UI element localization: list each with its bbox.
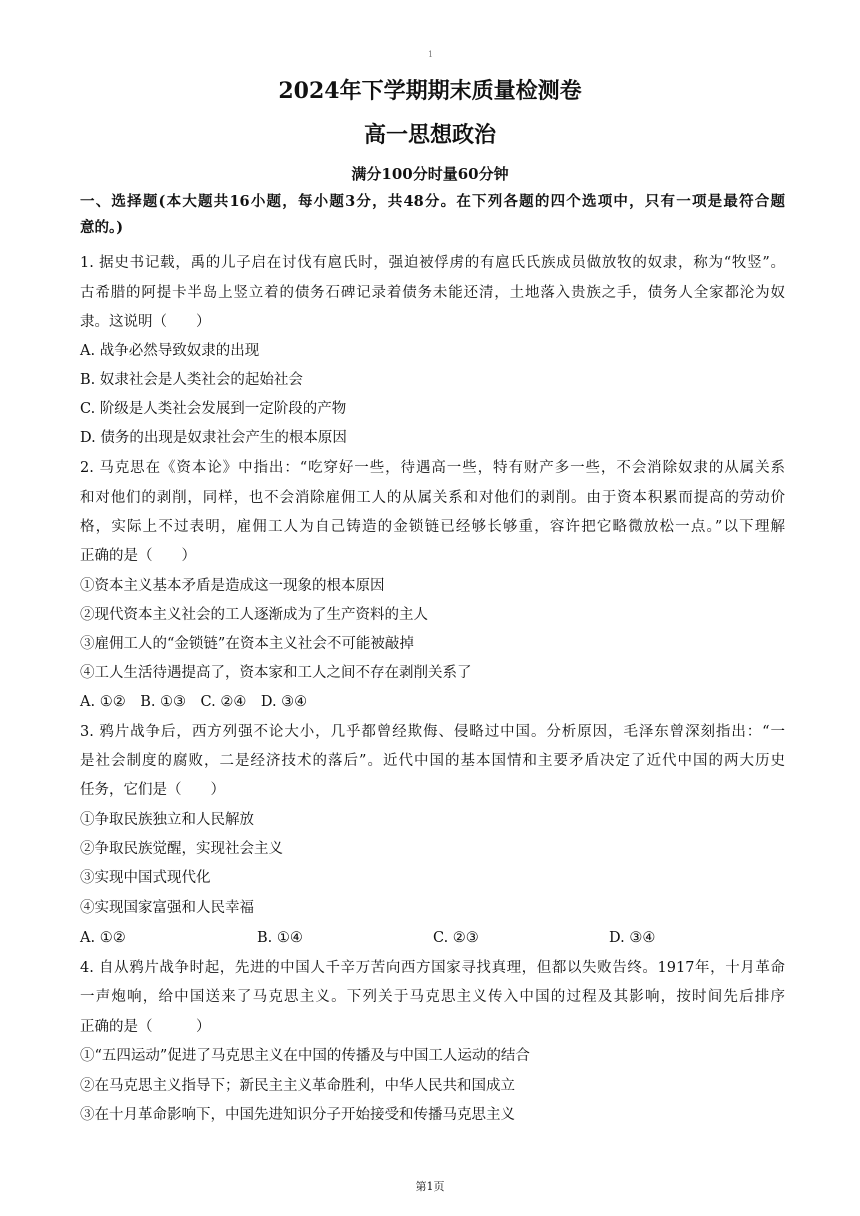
exam-title: 2024年下学期期末质量检测卷 [278,78,582,104]
q3-line-1: 3. 鸦片战争后，西方列强不论大小，几乎都曾经欺侮、侵略过中国。分析原因，毛泽东曾深刻指出：“一 [80,724,785,740]
q2-statement-4: ④工人生活待遇提高了，资本家和工人之间不存在剥削关系了 [80,665,472,681]
q4-line-3: 正确的是（ ） [80,1019,211,1035]
section-heading-line-2: 意的。) [80,219,124,236]
q3-statement-2: ②争取民族觉醒，实现社会主义 [80,841,283,857]
q4-statement-3: ③在十月革命影响下，中国先进知识分子开始接受和传播马克思主义 [80,1107,515,1123]
q3-line-2: 是社会制度的腐败，二是经济技术的落后”。近代中国的基本国情和主要矛盾决定了近代中国的两大历史 [80,753,785,769]
page-number: 第1页 [415,1180,445,1193]
q3-option-b: B. ①④ [257,930,303,946]
q1-line-1: 1. 据史书记载，禹的儿子启在讨伐有扈氏时，强迫被俘虏的有扈氏氏族成员做放牧的奴隶，称为“牧竖”。 [80,255,785,271]
q3-option-c: C. ②③ [433,930,479,946]
q2-line-3: 格，实际上不过表明，雇佣工人为自己铸造的金锁链已经够长够重，容许把它略微放松一点。”以下理解 [80,519,785,535]
q1-line-3: 隶。这说明（ ） [80,314,211,330]
q4-line-1: 4. 自从鸦片战争时起，先进的中国人千辛万苦向西方国家寻找真理，但都以失败告终。1917年，十月革命 [80,960,785,976]
q3-line-3: 任务，它们是（ ） [80,782,225,798]
exam-meta: 满分100分时量60分钟 [351,165,509,183]
q4-statement-1: ①“五四运动”促进了马克思主义在中国的传播及与中国工人运动的结合 [80,1048,530,1064]
q2-line-1: 2. 马克思在《资本论》中指出：“吃穿好一些，待遇高一些，特有财产多一些，不会消除奴隶的从属关系 [80,460,785,476]
q3-option-d: D. ③④ [609,930,656,946]
header-tick: 1 [428,50,434,59]
q2-statement-3: ③雇佣工人的“金锁链”在资本主义社会不可能被敲掉 [80,636,414,652]
q1-option-a: A. 战争必然导致奴隶的出现 [80,343,260,359]
q3-statement-3: ③实现中国式现代化 [80,870,211,886]
q1-option-b: B. 奴隶社会是人类社会的起始社会 [80,372,303,388]
q3-statement-1: ①争取民族独立和人民解放 [80,812,254,828]
q2-statement-1: ①资本主义基本矛盾是造成这一现象的根本原因 [80,578,385,594]
q4-line-2: 一声炮响，给中国送来了马克思主义。下列关于马克思主义传入中国的过程及其影响，按时间先后排序 [80,989,785,1005]
subject-title: 高一思想政治 [363,122,496,148]
q4-statement-2: ②在马克思主义指导下；新民主主义革命胜利，中华人民共和国成立 [80,1078,515,1094]
q1-option-d: D. 债务的出现是奴隶社会产生的根本原因 [80,430,347,446]
q2-line-4: 正确的是（ ） [80,548,196,564]
q3-statement-4: ④实现国家富强和人民幸福 [80,900,254,916]
q2-line-2: 和对他们的剥削，同样，也不会消除雇佣工人的从属关系和对他们的剥削。由于资本积累而提高的劳动价 [80,490,785,506]
q1-option-c: C. 阶级是人类社会发展到一定阶段的产物 [80,401,347,417]
section-heading-line-1: 一、选择题(本大题共16小题，每小题3分，共48分。在下列各题的四个选项中，只有一项是最符合题 [80,193,785,210]
q1-line-2: 古希腊的阿提卡半岛上竖立着的债务石碑记录着债务未能还清，土地落入贵族之手，债务人全家都沦为奴 [80,285,785,301]
q2-options: A. ①② B. ①③ C. ②④ D. ③④ [80,694,308,710]
q3-option-a: A. ①② [80,930,126,946]
q2-statement-2: ②现代资本主义社会的工人逐渐成为了生产资料的主人 [80,607,428,623]
